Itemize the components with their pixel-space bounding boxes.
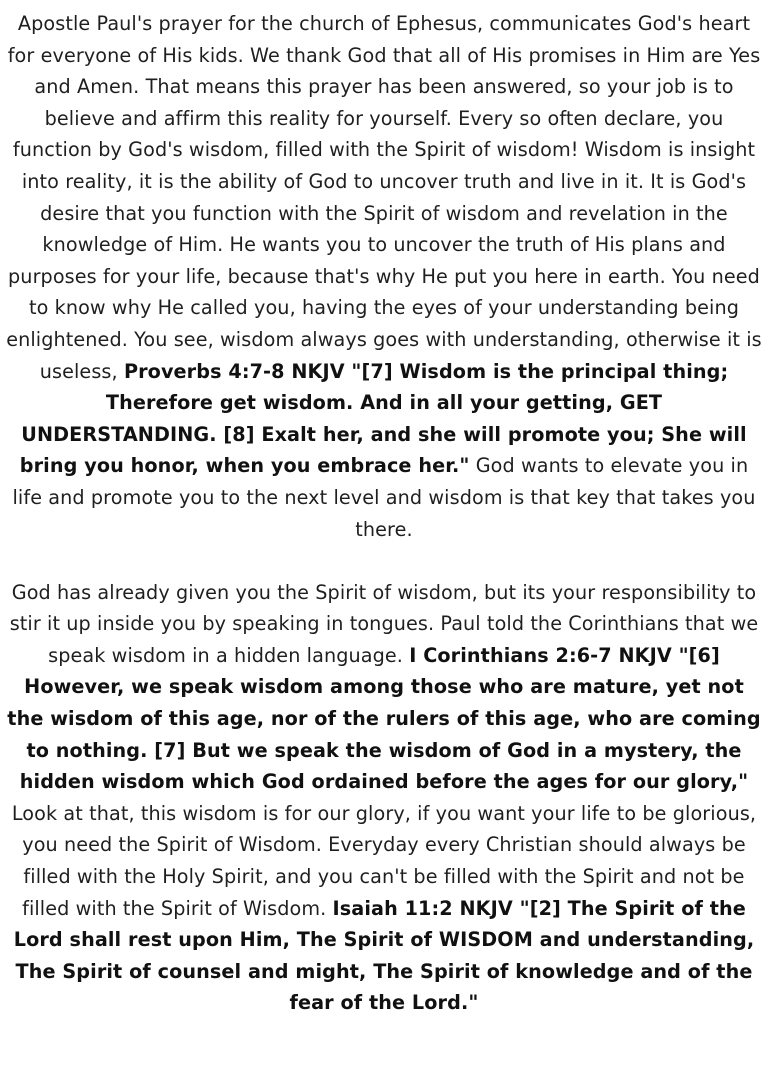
- body-text: Apostle Paul's prayer for the church of Ephesus, communicates God's heart for everyone of His kids. We thank God that all of His promises in Him are Yes and Amen. That means this prayer has been answered, so your job is to believe and affirm this reality for yourself. Every so often declare, you function by God's wisdom, filled with the Spirit of wisdom! Wisdom is insight into reality, it is the ability of God to uncover truth and live in it. It is God's desire that you function with the Spirit of wisdom and revelation in the knowledge of Him. He wants you to uncover the truth of His plans and purposes for your life, because that's why He put you here in earth. You need to know why He called you, having the eyes of your understanding being enlightened. You see, wisdom always goes with understanding, otherwise it is useless,: [6, 12, 762, 383]
- body-text: God has already given you the Spirit of wisdom, but its your responsibility to stir it up inside you by speaking in tongues. Paul told the Corinthians that we speak wisdom in a hidden language.: [9, 580, 759, 667]
- body-text: Look at that, this wisdom is for our glory, if you want your life to be glorious, you need the Spirit of Wisdom. Everyday every Christian should always be filled with the Holy Spirit, and you can't be filled with the Spirit and not be filled with the Spirit of Wisdom.: [11, 801, 757, 920]
- scripture-quote-isaiah: Isaiah 11:2 NKJV "[2] The Spirit of the Lord shall rest upon Him, The Spirit of WISDOM and understanding, The Spirit of counsel and might, The Spirit of knowledge and of the fear of the Lord.": [13, 896, 755, 1015]
- body-text: God wants to elevate you in life and promote you to the next level and wisdom is that key that takes you there.: [12, 454, 756, 541]
- scripture-quote-corinthians: I Corinthians 2:6-7 NKJV "[6] However, we speak wisdom among those who are mature, yet not the wisdom of this age, nor of the rulers of this age, who are coming to nothing. [7] But we speak the wisdom of God in a mystery, the hidden wisdom which God ordained before the ages for our glory,": [7, 643, 761, 794]
- scripture-quote-proverbs: Proverbs 4:7-8 NKJV "[7] Wisdom is the principal thing; Therefore get wisdom. And in all your getting, GET UNDERSTANDING. [8] Exalt her, and she will promote you; She will bring you honor, when you embrace her.": [19, 359, 747, 478]
- paragraph-spirit-of-wisdom: [6, 577, 762, 1019]
- paragraph-prayer-wisdom: [6, 8, 762, 545]
